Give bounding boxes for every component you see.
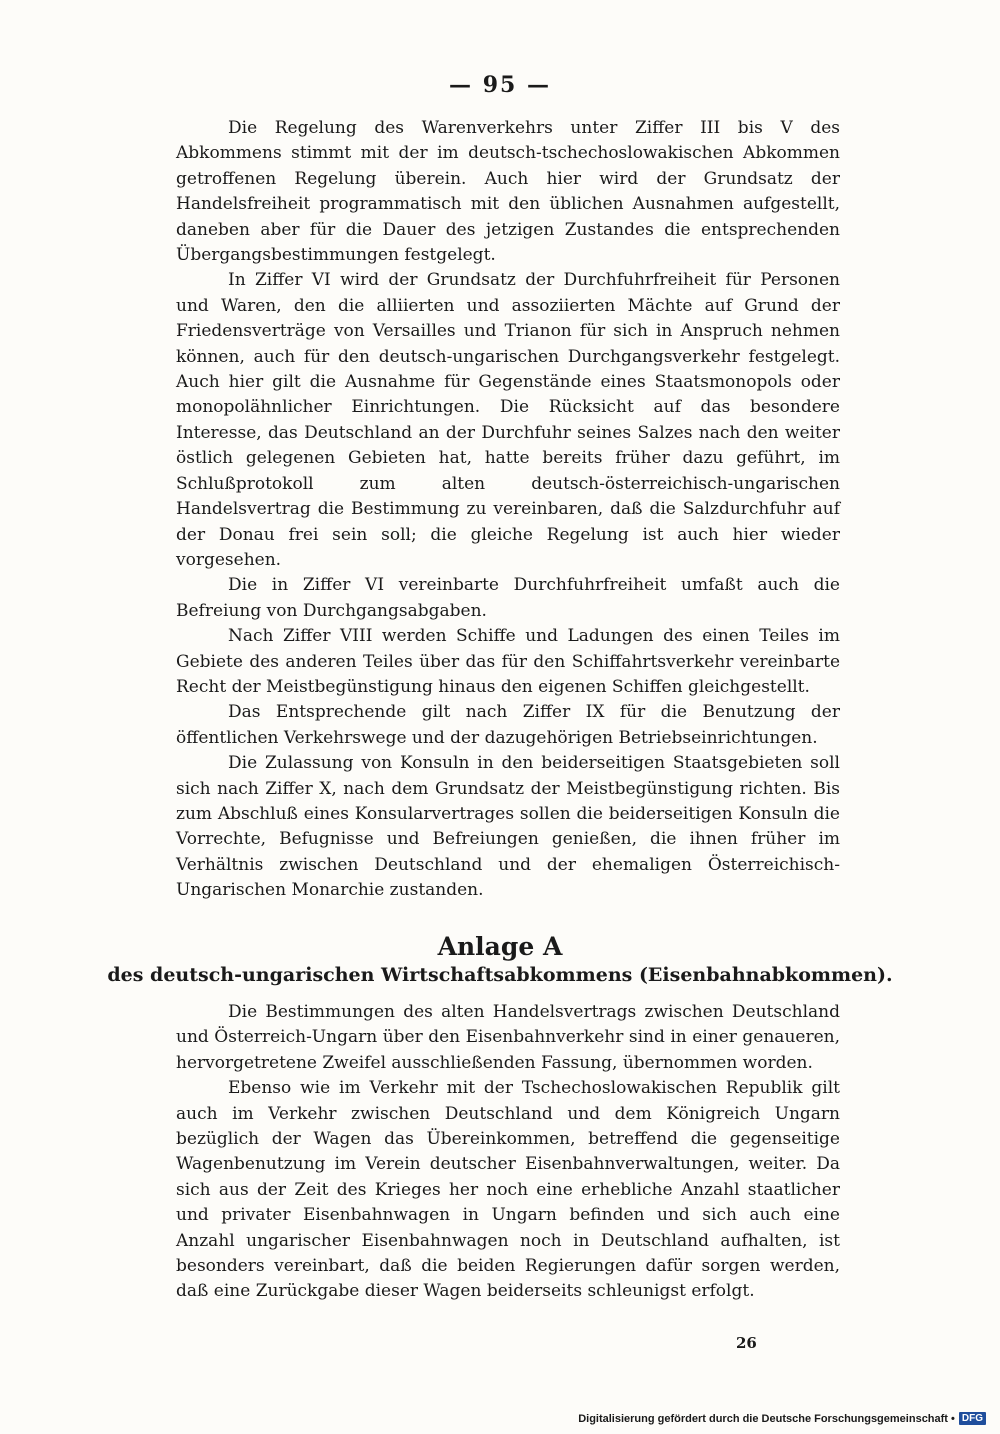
digitization-footer [578, 1412, 986, 1425]
printer-signature-mark: 26 [736, 1334, 757, 1352]
section-subheading: des deutsch-ungarischen Wirtschaftsabkommens (Eisenbahnabkommen). [107, 964, 893, 986]
paragraph: In Ziffer VI wird der Grundsatz der Durchfuhrfreiheit für Personen und Waren, den die alliierten und assoziierten Mächte auf Grund der Friedensverträge von Versailles und Trianon für sich in Anspruch nehmen können, auch für den deutsch-ungarischen Durchgangsverkehr festgelegt. Auch hier gilt die Ausnahme für Gegenstände eines Staatsmonopols oder monopolähnlicher Einrichtungen. Die Rücksicht auf das besondere Interesse, das Deutschland an der Durchfuhr seines Salzes nach den weiter östlich gelegenen Gebieten hat, hatte bereits früher dazu geführt, im Schlußprotokoll zum alten deutsch-österreichisch-ungarischen Handelsvertrag die Bestimmung zu vereinbaren, daß die Salzdurchfuhr auf der Donau frei sein soll; die gleiche Regelung ist auch hier wieder vorgesehen. [176, 270, 840, 570]
page-number: — 95 — [449, 72, 551, 98]
paragraph: Die Zulassung von Konsuln in den beiderseitigen Staatsgebieten soll sich nach Ziffer X, nach dem Grundsatz der Meistbegünstigung richten. Bis zum Abschluß eines Konsularvertrages sollen die beiderseitigen Konsuln die Vorrechte, Befugnisse und Befreiungen genießen, die ihnen früher im Verhältnis zwischen Deutschland und der ehemaligen Österreichisch-Ungarischen Monarchie zustanden. [176, 753, 840, 901]
paragraph: Die Regelung des Warenverkehrs unter Ziffer III bis V des Abkommens stimmt mit der im deutsch-tschechoslowakischen Abkommen getroffenen Regelung überein. Auch hier wird der Grundsatz der Handelsfreiheit programmatisch mit den üblichen Ausnahmen aufgestellt, daneben aber für die Dauer des jetzigen Zustandes die entsprechenden Übergangsbestimmungen festgelegt. [176, 118, 840, 266]
body-text-bottom [176, 1000, 840, 1305]
dfg-logo: DFG [959, 1412, 986, 1425]
paragraph: Das Entsprechende gilt nach Ziffer IX für die Benutzung der öffentlichen Verkehrswege und der dazugehörigen Betriebseinrichtungen. [176, 702, 840, 748]
footer-text: Digitalisierung gefördert durch die Deutsche Forschungsgemeinschaft • [578, 1412, 955, 1425]
paragraph: Nach Ziffer VIII werden Schiffe und Ladungen des einen Teiles im Gebiete des anderen Teiles über das für den Schiffahrtsverkehr vereinbarte Recht der Meistbegünstigung hinaus den eigenen Schiffen gleichgestellt. [176, 626, 840, 697]
paragraph: Die Bestimmungen des alten Handelsvertrags zwischen Deutschland und Österreich-Ungarn über den Eisenbahnverkehr sind in einer genaueren, hervorgetretene Zweifel ausschließenden Fassung, übernommen worden. [176, 1002, 840, 1073]
paragraph: Die in Ziffer VI vereinbarte Durchfuhrfreiheit umfaßt auch die Befreiung von Durchgangsabgaben. [176, 575, 840, 621]
paragraph: Ebenso wie im Verkehr mit der Tschechoslowakischen Republik gilt auch im Verkehr zwischen Deutschland und dem Königreich Ungarn bezüglich der Wagen das Übereinkommen, betreffend die gegenseitige Wagenbenutzung im Verein deutscher Eisenbahnverwaltungen, weiter. Da sich aus der Zeit des Krieges her noch eine erhebliche Anzahl staatlicher und privater Eisenbahnwagen in Ungarn befinden und sich auch eine Anzahl ungarischer Eisenbahnwagen noch in Deutschland aufhalten, ist besonders vereinbart, daß die beiden Regierungen dafür sorgen werden, daß eine Zurückgabe dieser Wagen beiderseits schleunigst erfolgt. [176, 1078, 840, 1302]
body-text-top [176, 116, 840, 904]
section-heading: Anlage A [437, 932, 563, 961]
